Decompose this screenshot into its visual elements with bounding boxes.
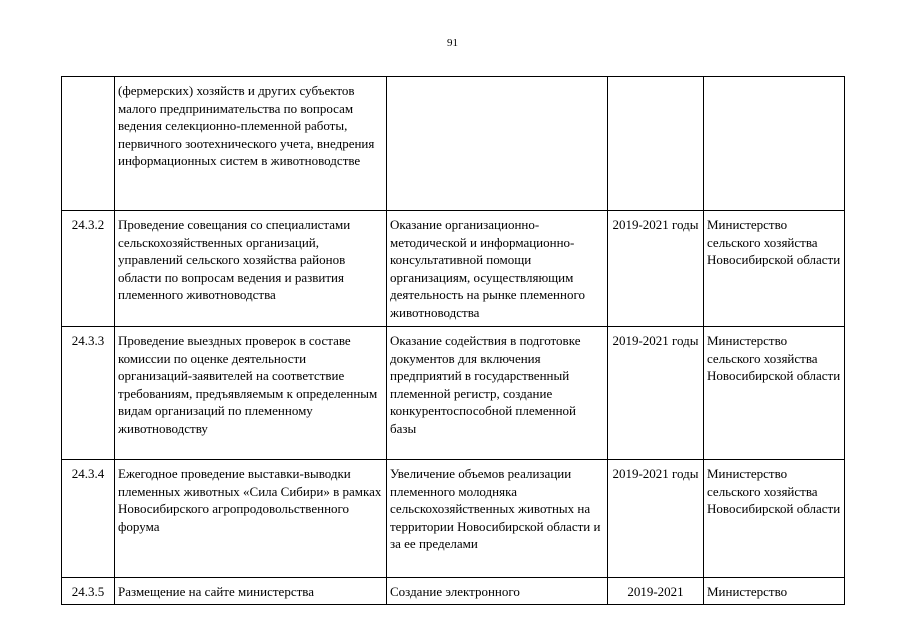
table-row <box>62 327 845 460</box>
row-number <box>62 77 115 211</box>
executor-cell: Министерство сельского хозяйства Новосибирской области <box>704 211 845 327</box>
result-cell: Оказание организационно-методической и информационно-консультативной помощи организациям, осуществляющим деятельность на рынке племенного животноводства <box>387 211 608 327</box>
measure-cell: Ежегодное проведение выставки-выводки племенных животных «Сила Сибири» в рамках Новосибирского агропродовольственного форума <box>115 460 387 578</box>
period-cell: 2019-2021 годы <box>608 211 704 327</box>
result-cell: Увеличение объемов реализации племенного молодняка сельскохозяйственных животных на территории Новосибирской области и за ее пределами <box>387 460 608 578</box>
row-number: 24.3.3 <box>62 327 115 460</box>
executor-cell: Министерство сельского хозяйства Новосибирской области <box>704 460 845 578</box>
row-number: 24.3.4 <box>62 460 115 578</box>
executor-cell: Министерство сельского хозяйства Новосибирской области <box>704 327 845 460</box>
period-cell: 2019-2021 годы <box>608 460 704 578</box>
result-cell: Оказание содействия в подготовке документов для включения предприятий в государственный племенной регистр, создание конкурентоспособной племенной базы <box>387 327 608 460</box>
table-row <box>62 460 845 578</box>
measure-cell: Проведение совещания со специалистами сельскохозяйственных организаций, управлений сельского хозяйства районов области по вопросам ведения и развития племенного животноводства <box>115 211 387 327</box>
executor-cell: Министерство <box>704 578 845 605</box>
result-cell <box>387 77 608 211</box>
page-number: 91 <box>447 37 458 49</box>
row-number: 24.3.5 <box>62 578 115 605</box>
executor-cell <box>704 77 845 211</box>
measure-cell: (фермерских) хозяйств и других субъектов малого предпринимательства по вопросам ведения селекционно-племенной работы, первичного зоотехнического учета, внедрения информационных систем в животноводстве <box>115 77 387 211</box>
period-cell: 2019-2021 годы <box>608 327 704 460</box>
measure-cell: Проведение выездных проверок в составе комиссии по оценке деятельности организаций-заявителей на соответствие требованиям, предъявляемым к определенным видам организаций по племенному животноводству <box>115 327 387 460</box>
measures-table <box>61 76 845 605</box>
measure-cell: Размещение на сайте министерства <box>115 578 387 605</box>
table-row <box>62 77 845 211</box>
period-cell <box>608 77 704 211</box>
result-cell: Создание электронного <box>387 578 608 605</box>
period-cell: 2019-2021 <box>608 578 704 605</box>
table-row <box>62 211 845 327</box>
row-number: 24.3.2 <box>62 211 115 327</box>
table-row <box>62 578 845 605</box>
